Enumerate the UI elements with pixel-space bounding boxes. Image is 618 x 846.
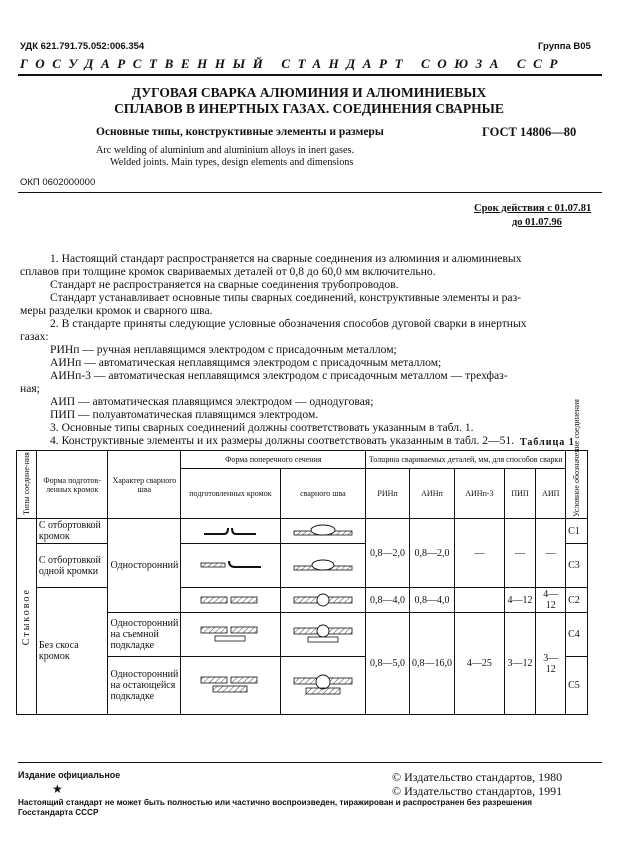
definition-rinp: РИНп — ручная неплавящимся электродом с присадочным металлом; <box>50 343 397 356</box>
header-thickness: Толщина свариваемых деталей, мм, для способов сварки <box>366 451 566 469</box>
ainp3-range-a: — <box>455 519 504 588</box>
reproduction-notice-2: Госстандарта СССР <box>18 808 99 817</box>
copyright-1991: © Издательство стандартов, 1991 <box>392 784 563 798</box>
symbol-c4: С4 <box>566 613 588 657</box>
gost-number: ГОСТ 14806—80 <box>482 125 577 139</box>
weld-one-sided: Односторонний <box>108 519 181 613</box>
header-seam: сварного шва <box>280 469 366 519</box>
pip-range-a: — <box>504 519 536 588</box>
definition-aip: АИП — автоматическая плавящимся электродом — однодуговая; <box>50 395 374 408</box>
header-ainp3: АИНп-3 <box>455 469 504 519</box>
sketch-c2-edges <box>181 588 280 613</box>
sketch-c1-seam <box>280 519 366 544</box>
sketch-c1-edges <box>181 519 280 544</box>
para-4: 4. Конструктивные элементы и их размеры должны соответствовать указанным в табл. 2—51. <box>50 434 515 447</box>
sketch-c5-edges <box>181 657 280 715</box>
symbol-c5: С5 <box>566 657 588 715</box>
ainp-range-b: 0,8—4,0 <box>409 588 454 613</box>
title-line-2: СПЛАВОВ В ИНЕРТНЫХ ГАЗАХ. СОЕДИНЕНИЯ СВАРНЫЕ <box>114 101 504 116</box>
header-pip: ПИП <box>504 469 536 519</box>
sketch-c3-edges <box>181 544 280 588</box>
header-weld-character: Характер сварного шва <box>108 451 181 519</box>
definition-ainp3: АИНп-3 — автоматическая неплавящимся электродом с присадочным металлом — трехфаз- <box>50 369 508 382</box>
ainp-range-a: 0,8—2,0 <box>409 519 454 588</box>
rinp-range-c: 0,8—5,0 <box>366 613 409 715</box>
edge-no-bevel: Без скоса кромок <box>36 588 108 715</box>
aip-range-b: 4—12 <box>536 588 566 613</box>
sketch-c5-seam <box>280 657 366 715</box>
header-edge-form: Форма подготов-ленных кромок <box>36 451 108 519</box>
header-ainp: АИНп <box>409 469 454 519</box>
symbol-c3: С3 <box>566 544 588 588</box>
symbol-c2: С2 <box>566 588 588 613</box>
definition-ainp3-cont: ная; <box>20 382 40 395</box>
reproduction-notice-1: Настоящий стандарт не может быть полностью или частично воспроизведен, тиражирован и распространен без разрешения <box>18 798 533 807</box>
subtitle: Основные типы, конструктивные элементы и размеры <box>96 126 384 138</box>
validity-to: до 01.07.96 <box>512 217 562 228</box>
english-title-1: Arc welding of aluminium and aluminium alloys in inert gases. <box>96 145 355 156</box>
footer-rule <box>18 762 602 763</box>
aip-range-a: — <box>536 519 566 588</box>
para-3: 3. Основные типы сварных соединений должны соответствовать указанным в табл. 1. <box>50 421 474 434</box>
para-1-line-5: меры разделки кромок и сварного шва. <box>20 304 213 317</box>
banner: ГОСУДАРСТВЕННЫЙ СТАНДАРТ СОЮЗА ССР <box>20 56 565 71</box>
header-rinp: РИНп <box>366 469 409 519</box>
okp-rule <box>18 192 602 193</box>
sketch-c2-seam <box>280 588 366 613</box>
edge-flanged-both: С отбортовкой кромок <box>36 519 108 544</box>
header-aip: АИП <box>536 469 566 519</box>
weld-on-removable-backing: Односторонний на съемной подкладке <box>108 613 181 657</box>
group-code: Группа В05 <box>538 41 591 52</box>
edge-flanged-one: С отбортовкой одной кромки <box>36 544 108 588</box>
official-edition: Издание официальное <box>18 770 121 780</box>
validity-from: Срок действия с 01.07.81 <box>474 203 592 214</box>
rinp-range-a: 0,8—2,0 <box>366 519 409 588</box>
para-2-line-2: газах: <box>20 330 49 343</box>
weld-on-remaining-backing: Односторонний на остающейся подкладке <box>108 657 181 715</box>
sketch-c4-edges <box>181 613 280 657</box>
definition-pip: ПИП — полуавтоматическая плавящимся электродом. <box>50 408 319 421</box>
header-symbol: Условное обозначение соединения <box>566 451 588 519</box>
sketch-c3-seam <box>280 544 366 588</box>
udk-code: УДК 621.791.75.052:006.354 <box>20 41 145 52</box>
ainp-range-c: 0,8—16,0 <box>409 613 454 715</box>
joint-type-cell: Стыковое <box>17 519 37 715</box>
copyright-1980: © Издательство стандартов, 1980 <box>392 770 563 784</box>
para-1-line-4: Стандарт устанавливает основные типы сварных соединений, конструктивные элементы и раз- <box>50 291 522 304</box>
header-prepared-edges: подготовленных кромок <box>181 469 280 519</box>
table-caption: Таблица 1 <box>520 437 575 448</box>
header-section: Форма поперечного сечения <box>181 451 366 469</box>
header-type: Типы соедине-ния <box>17 451 37 519</box>
para-1-line-2: сплавов при толщине кромок свариваемых деталей от 0,8 до 60,0 мм включительно. <box>20 265 436 278</box>
ainp3-range-c: 4—25 <box>455 613 504 715</box>
english-title-2: Welded joints. Main types, design elements and dimensions <box>110 157 354 168</box>
title-line-1: ДУГОВАЯ СВАРКА АЛЮМИНИЯ И АЛЮМИНИЕВЫХ <box>131 85 487 100</box>
para-1-line-1: 1. Настоящий стандарт распространяется на сварные соединения из алюминия и алюминиевых <box>50 252 522 265</box>
para-2-line-1: 2. В стандарте приняты следующие условные обозначения способов дуговой сварки в инертных <box>50 317 527 330</box>
pip-range-c: 3—12 <box>504 613 536 715</box>
sketch-c4-seam <box>280 613 366 657</box>
definition-ainp: АИНп — автоматическая неплавящимся электродом с присадочным металлом; <box>50 356 442 369</box>
okp-code: ОКП 0602000000 <box>20 177 96 188</box>
para-1-line-3: Стандарт не распространяется на сварные соединения трубопроводов. <box>50 278 399 291</box>
ainp3-range-b <box>455 588 504 613</box>
rinp-range-b: 0,8—4,0 <box>366 588 409 613</box>
star-mark: ★ <box>52 782 63 796</box>
symbol-c1: С1 <box>566 519 588 544</box>
pip-range-b: 4—12 <box>504 588 536 613</box>
banner-rule <box>18 74 602 76</box>
aip-range-c: 3—12 <box>536 613 566 715</box>
